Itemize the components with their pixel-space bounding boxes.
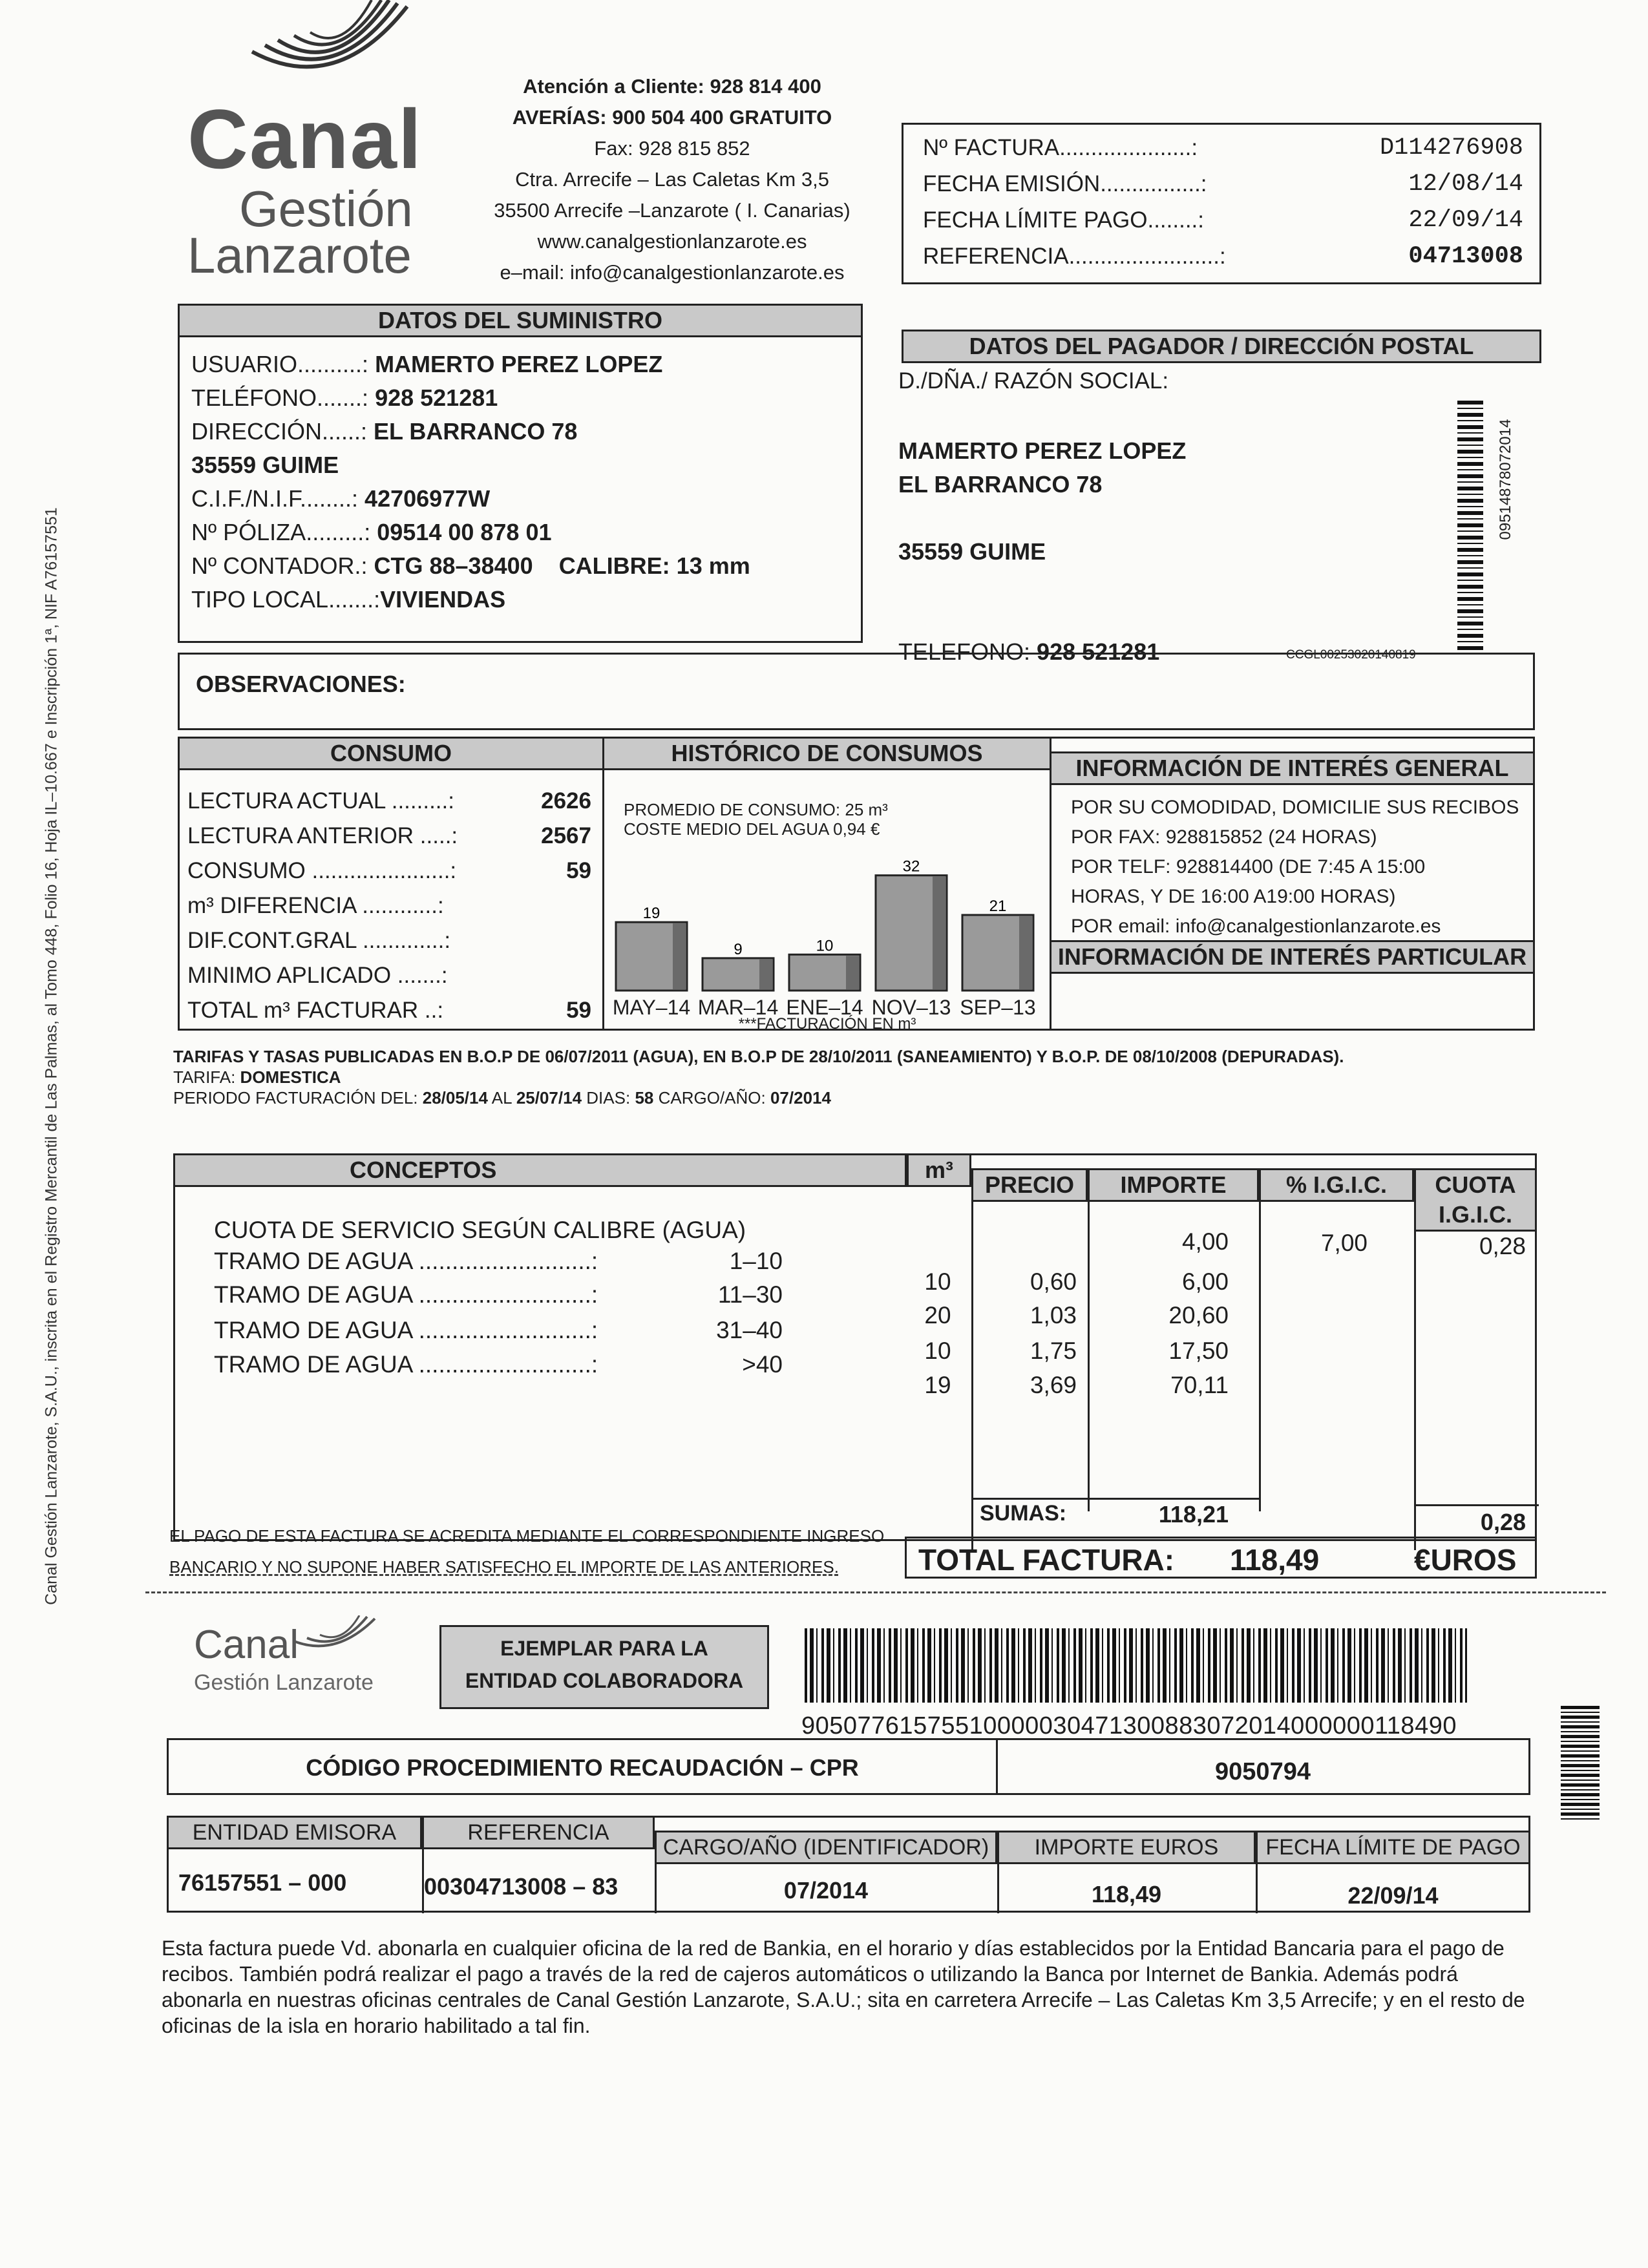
concept-price: 0,60 [1030, 1268, 1077, 1295]
concept-range: >40 [742, 1351, 783, 1378]
logo-lanzarote: Lanzarote [187, 227, 412, 284]
tariffs-line: TARIFAS Y TASAS PUBLICADAS EN B.O.P DE 06/07/2011 (AGUA), EN B.O.P DE 28/10/2011 (SANEAMIENTO) Y B.O.P. DE 08/10/2008 (DEPURADAS). [173, 1047, 1344, 1066]
cargo-label: CARGO/AÑO: [658, 1088, 766, 1108]
observations-label: OBSERVACIONES: [196, 671, 406, 697]
copy-label-box [439, 1625, 769, 1709]
period-al: AL [491, 1088, 512, 1108]
coupon-table [167, 1816, 1530, 1913]
period-label: PERIODO FACTURACIÓN DEL: [173, 1088, 418, 1108]
total-m3-label: TOTAL m³ FACTURAR ..: [187, 998, 444, 1023]
logo-swirl-small-icon [291, 1615, 381, 1654]
concept-quota: 0,28 [1479, 1233, 1526, 1259]
concepts-header: CONCEPTOS [173, 1153, 907, 1187]
reference-label: REFERENCIA........................: [923, 244, 1226, 269]
general-info-line1: POR SU COMODIDAD, DOMICILIE SUS RECIBOS [1071, 797, 1519, 818]
general-info-line3: POR TELF: 928814400 (DE 7:45 A 15:00 [1071, 856, 1426, 877]
history-bar-value: 32 [902, 857, 920, 876]
concept-m3: 10 [924, 1268, 951, 1295]
history-x-label: SEP–13 [960, 996, 1036, 1019]
concept-igic: 7,00 [1320, 1230, 1368, 1256]
concept-label: TRAMO DE AGUA ..........................: [214, 1248, 598, 1274]
issue-date: 12/08/14 [1408, 171, 1523, 198]
particular-info-title: INFORMACIÓN DE INTERÉS PARTICULAR [1050, 940, 1535, 974]
invoice-number: D114276908 [1379, 134, 1523, 162]
dif-cont-label: DIF.CONT.GRAL .............: [187, 928, 451, 953]
price-header: PRECIO [971, 1168, 1088, 1202]
general-info-line2: POR FAX: 928815852 (24 HORAS) [1071, 826, 1377, 848]
cpr-value: 9050794 [1215, 1758, 1311, 1785]
payer-phone-label: TELEFONO: [898, 638, 1031, 665]
history-x-label: MAY–14 [612, 996, 691, 1019]
history-average: PROMEDIO DE CONSUMO: 25 m³ [624, 800, 888, 819]
cpr-label: CÓDIGO PROCEDIMIENTO RECAUDACIÓN – CPR [306, 1754, 859, 1781]
concept-amount: 70,11 [1170, 1372, 1229, 1398]
days-label: DIAS: [586, 1088, 631, 1108]
meter-label: Nº CONTADOR.: [191, 552, 368, 579]
premises-label: TIPO LOCAL.......: [191, 586, 381, 613]
phone-label: TELÉFONO.......: [191, 384, 369, 411]
supply-box [178, 304, 863, 643]
total-m3: 59 [566, 998, 591, 1023]
payment-note2: BANCARIO Y NO SUPONE HABER SATISFECHO EL IMPORTE DE LAS ANTERIORES. [169, 1557, 839, 1577]
caliber: CALIBRE: 13 mm [558, 552, 750, 579]
history-bar-shade [933, 877, 945, 989]
copy-label-line2: ENTIDAD COLABORADORA [465, 1669, 744, 1692]
history-bar-shade [759, 960, 772, 989]
payer-label: D./DÑA./ RAZÓN SOCIAL: [898, 368, 1169, 394]
concept-amount: 20,60 [1168, 1302, 1229, 1328]
history-bar-value: 19 [642, 905, 660, 923]
side-barcode [1561, 1706, 1600, 1822]
nif-value: 42706977W [364, 485, 491, 512]
address-line1: Ctra. Arrecife – Las Caletas Km 3,5 [515, 168, 829, 191]
meter-value: CTG 88–38400 [374, 552, 533, 579]
cut-line [145, 1591, 1606, 1593]
postal-vertical-code: 09514878072014 [1497, 419, 1514, 540]
concepts-table [173, 1153, 1537, 1541]
due-date-header: FECHA LÍMITE DE PAGO [1256, 1831, 1530, 1864]
tariff-label: TARIFA: [173, 1067, 236, 1087]
payment-note1: EL PAGO DE ESTA FACTURA SE ACREDITA MEDIANTE EL CORRESPONDIENTE INGRESO [169, 1526, 885, 1546]
total-value: 118,49 [1230, 1543, 1320, 1577]
concept-range: 11–30 [717, 1281, 783, 1308]
concept-m3: 20 [924, 1302, 951, 1328]
history-footnote: ***FACTURACIÓN EN m³ [738, 1015, 916, 1033]
due-date: 22/09/14 [1408, 207, 1523, 234]
policy-value: 09514 00 878 01 [377, 519, 552, 545]
concept-amount: 4,00 [1181, 1228, 1229, 1255]
concept-amount: 6,00 [1181, 1268, 1229, 1295]
consumption-value: 59 [566, 858, 591, 883]
issue-date-label: FECHA EMISIÓN................: [923, 171, 1207, 196]
reference-header: REFERENCIA [422, 1816, 655, 1849]
concept-label: CUOTA DE SERVICIO SEGÚN CALIBRE (AGUA) [214, 1217, 746, 1243]
reference: 04713008 [1408, 243, 1523, 270]
cargo-header: CARGO/AÑO (IDENTIFICADOR) [655, 1831, 997, 1864]
previous-reading-label: LECTURA ANTERIOR .....: [187, 823, 458, 848]
cpr-box [167, 1738, 1530, 1795]
address-value: EL BARRANCO 78 [374, 418, 578, 445]
history-x-label: MAR–14 [697, 996, 779, 1019]
period-to: 25/07/14 [516, 1088, 582, 1108]
amount-euros-value: 118,49 [1091, 1881, 1162, 1907]
payer-street: EL BARRANCO 78 [898, 471, 1103, 498]
history-chart [604, 835, 1050, 994]
period-from: 28/05/14 [422, 1088, 488, 1108]
history-x-label: ENE–14 [786, 996, 863, 1019]
history-bar-shade [673, 923, 686, 989]
registry-side-text: Canal Gestión Lanzarote, S.A.U., inscrita en el Registro Mercantil de Las Palmas, al Tomo 448, Folio 16, Hoja IL–10.667 e Inscripción 1ª, NIF A76157551 [42, 507, 61, 1605]
issuer-header: ENTIDAD EMISORA [167, 1816, 422, 1849]
previous-reading: 2567 [541, 823, 591, 848]
amount-euros-header: IMPORTE EUROS [997, 1831, 1256, 1864]
breakdowns: AVERÍAS: 900 504 400 GRATUITO [512, 106, 832, 129]
supply-title: DATOS DEL SUMINISTRO [178, 304, 863, 337]
igic-header: % I.G.I.C. [1259, 1168, 1414, 1202]
concept-label: TRAMO DE AGUA ..........................: [214, 1281, 598, 1308]
general-info-box [1050, 737, 1535, 1031]
company-info [478, 71, 866, 288]
customer-service: Atención a Cliente: 928 814 400 [523, 75, 821, 98]
history-x-label: NOV–13 [871, 996, 951, 1019]
days-value: 58 [635, 1088, 654, 1108]
history-bar-shade [1019, 916, 1032, 989]
premises-value: VIVIENDAS [380, 586, 506, 613]
reference-value: 00304713008 – 83 [424, 1873, 618, 1900]
policy-label: Nº PÓLIZA.........: [191, 519, 371, 545]
consumption-box [178, 737, 604, 1031]
logo-swirl-icon [239, 0, 433, 103]
current-reading: 2626 [541, 788, 591, 814]
phone-value: 928 521281 [375, 384, 498, 411]
minimum-label: MINIMO APLICADO .......: [187, 963, 448, 988]
invoice-info-box [902, 123, 1541, 284]
general-info-line4: HORAS, Y DE 16:00 A19:00 HORAS) [1071, 886, 1396, 907]
coupon-logo-canal: Canal [194, 1622, 299, 1667]
barcode-number: 90507761575510000030471300883072014000000118490 [801, 1712, 1457, 1739]
payer-phone: 928 521281 [1037, 638, 1160, 665]
general-info-line5: POR email: info@canalgestionlanzarote.es [1071, 916, 1441, 937]
payer-name: MAMERTO PEREZ LOPEZ [898, 437, 1187, 464]
total-label: TOTAL FACTURA: [918, 1543, 1175, 1577]
fax: Fax: 928 815 852 [594, 137, 750, 160]
email: e–mail: info@canalgestionlanzarote.es [500, 261, 845, 284]
history-box [602, 737, 1051, 1031]
user-label: USUARIO..........: [191, 351, 369, 377]
m3-difference-label: m³ DIFERENCIA ............: [187, 893, 444, 918]
coupon-logo-gestion: Gestión [194, 1670, 270, 1695]
address-line2: 35500 Arrecife –Lanzarote ( I. Canarias) [494, 199, 850, 222]
concept-amount: 17,50 [1168, 1338, 1229, 1364]
logo [187, 0, 433, 284]
tariff-value: DOMESTICA [240, 1067, 341, 1087]
due-date-value: 22/09/14 [1347, 1882, 1439, 1909]
concept-m3: 10 [924, 1338, 951, 1364]
history-bar-shade [846, 956, 859, 989]
cargo-value-coupon: 07/2014 [783, 1877, 869, 1904]
current-reading-label: LECTURA ACTUAL .........: [187, 788, 454, 814]
concept-label: TRAMO DE AGUA ..........................: [214, 1351, 598, 1378]
history-cost: COSTE MEDIO DEL AGUA 0,94 € [624, 819, 880, 839]
total-box [905, 1537, 1537, 1579]
concept-m3: 19 [924, 1372, 951, 1398]
history-title: HISTÓRICO DE CONSUMOS [602, 737, 1051, 770]
history-bar-value: 10 [816, 937, 834, 955]
due-date-label: FECHA LÍMITE PAGO........: [923, 207, 1204, 233]
quota-total: 0,28 [1480, 1509, 1526, 1535]
concept-price: 1,75 [1030, 1338, 1077, 1364]
observations-box [178, 653, 1535, 730]
cargo-value: 07/2014 [770, 1088, 831, 1108]
general-info-title: INFORMACIÓN DE INTERÉS GENERAL [1050, 751, 1535, 785]
coupon-logo-lanzarote: Lanzarote [275, 1670, 374, 1695]
sums-label: SUMAS: [980, 1501, 1067, 1526]
consumption-label: CONSUMO ......................: [187, 858, 457, 883]
postal-barcode [1457, 401, 1483, 653]
concept-price: 1,03 [1030, 1302, 1077, 1328]
payer-title: DATOS DEL PAGADOR / DIRECCIÓN POSTAL [902, 330, 1541, 363]
currency: €UROS [1414, 1543, 1517, 1577]
consumption-title: CONSUMO [178, 737, 604, 770]
sums-value: 118,21 [1158, 1501, 1229, 1528]
footer-text: Esta factura puede Vd. abonarla en cualquier oficina de la red de Bankia, en el horario y días establecidos por la Entidad Bancaria para el pago de recibos. También podrá realizar el pago a través de la red de cajeros automáticos o utilizando la Banca por Internet de Bankia. Además podrá abonarla en nuestras oficinas centrales de Canal Gestión Lanzarote, S.A.U.; sita en carretera Arrecife – Las Caletas Km 3,5 Arrecife; y en el resto de oficinas de la isla en horario habilitado a tal fin. [162, 1937, 1525, 2037]
address-label: DIRECCIÓN......: [191, 418, 368, 445]
website: www.canalgestionlanzarote.es [537, 230, 807, 253]
history-bar-value: 9 [734, 940, 743, 958]
concept-label: TRAMO DE AGUA ..........................: [214, 1317, 598, 1343]
payer-city: 35559 GUIME [898, 538, 1046, 565]
concept-range: 1–10 [729, 1248, 783, 1274]
amount-header: IMPORTE [1088, 1168, 1259, 1202]
concept-range: 31–40 [716, 1317, 783, 1343]
payer-code: CCGL00253020140819 [1286, 648, 1416, 662]
copy-label-line1: EJEMPLAR PARA LA [500, 1637, 708, 1660]
user-value: MAMERTO PEREZ LOPEZ [375, 351, 663, 377]
payment-barcode [805, 1628, 1467, 1703]
quota-header: CUOTA I.G.I.C. [1414, 1168, 1537, 1232]
city-value: 35559 GUIME [191, 452, 339, 478]
history-bar-value: 21 [989, 898, 1007, 915]
invoice-number-label: Nº FACTURA.....................: [923, 135, 1198, 160]
logo-gestion: Gestión [239, 180, 413, 237]
nif-label: C.I.F./N.I.F........: [191, 485, 359, 512]
issuer-value: 76157551 – 000 [178, 1869, 347, 1896]
logo-canal: Canal [187, 92, 423, 186]
m3-header: m³ [907, 1153, 971, 1187]
concept-price: 3,69 [1030, 1372, 1077, 1398]
